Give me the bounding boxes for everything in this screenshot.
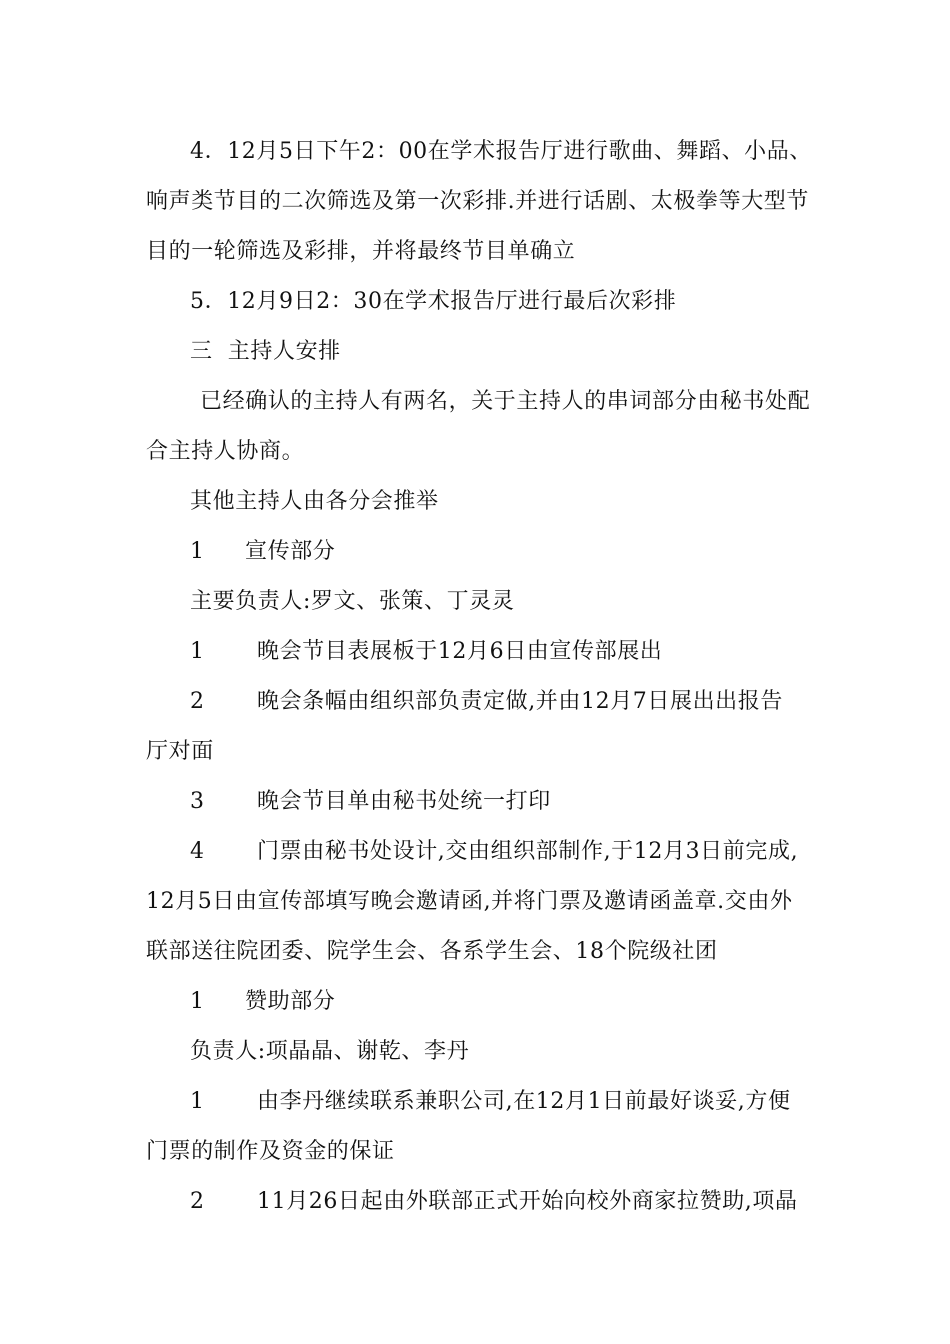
paragraph-line: 目的一轮筛选及彩排，并将最终节目单确立 xyxy=(146,239,576,264)
paragraph-line: 合主持人协商。 xyxy=(146,439,305,464)
section-heading: 三 主持人安排 xyxy=(190,339,341,364)
item-number: 2 xyxy=(190,1189,204,1214)
item-number: 1 xyxy=(190,1089,204,1114)
paragraph-line: 门票的制作及资金的保证 xyxy=(146,1139,395,1164)
paragraph-line: 已经确认的主持人有两名，关于主持人的串词部分由秘书处配 xyxy=(200,389,811,414)
item-number: 3 xyxy=(190,789,204,814)
paragraph-line: 12月5日由宣传部填写晚会邀请函,并将门票及邀请函盖章.交由外 xyxy=(146,889,793,914)
paragraph-line: 其他主持人由各分会推举 xyxy=(190,489,439,514)
item-text: 由李丹继续联系兼职公司,在12月1日前最好谈妥,方便 xyxy=(257,1089,791,1114)
paragraph-line: 负责人:项晶晶、谢乾、李丹 xyxy=(190,1039,470,1064)
item-text: 门票由秘书处设计,交由组织部制作,于12月3日前完成, xyxy=(257,839,799,864)
paragraph-line: 响声类节目的二次筛选及第一次彩排.并进行话剧、太极拳等大型节 xyxy=(146,189,809,214)
item-number: 1 xyxy=(190,539,204,564)
paragraph-line: 4．12月5日下午2：00在学术报告厅进行歌曲、舞蹈、小品、 xyxy=(190,139,812,164)
item-number: 1 xyxy=(190,989,204,1014)
item-text: 晚会条幅由组织部负责定做,并由12月7日展出出报告 xyxy=(257,689,783,714)
paragraph-line: 厅对面 xyxy=(146,739,214,764)
item-number: 1 xyxy=(190,639,204,664)
paragraph-line: 联部送往院团委、院学生会、各系学生会、18个院级社团 xyxy=(146,939,718,964)
paragraph-line: 5．12月9日2：30在学术报告厅进行最后次彩排 xyxy=(190,289,677,314)
item-text: 宣传部分 xyxy=(245,539,336,564)
item-text: 11月26日起由外联部正式开始向校外商家拉赞助,项晶 xyxy=(257,1189,798,1214)
item-text: 晚会节目单由秘书处统一打印 xyxy=(257,789,551,814)
item-number: 4 xyxy=(190,839,204,864)
item-number: 2 xyxy=(190,689,204,714)
item-text: 晚会节目表展板于12月6日由宣传部展出 xyxy=(257,639,663,664)
paragraph-line: 主要负责人:罗文、张策、丁灵灵 xyxy=(190,589,515,614)
item-text: 赞助部分 xyxy=(245,989,336,1014)
